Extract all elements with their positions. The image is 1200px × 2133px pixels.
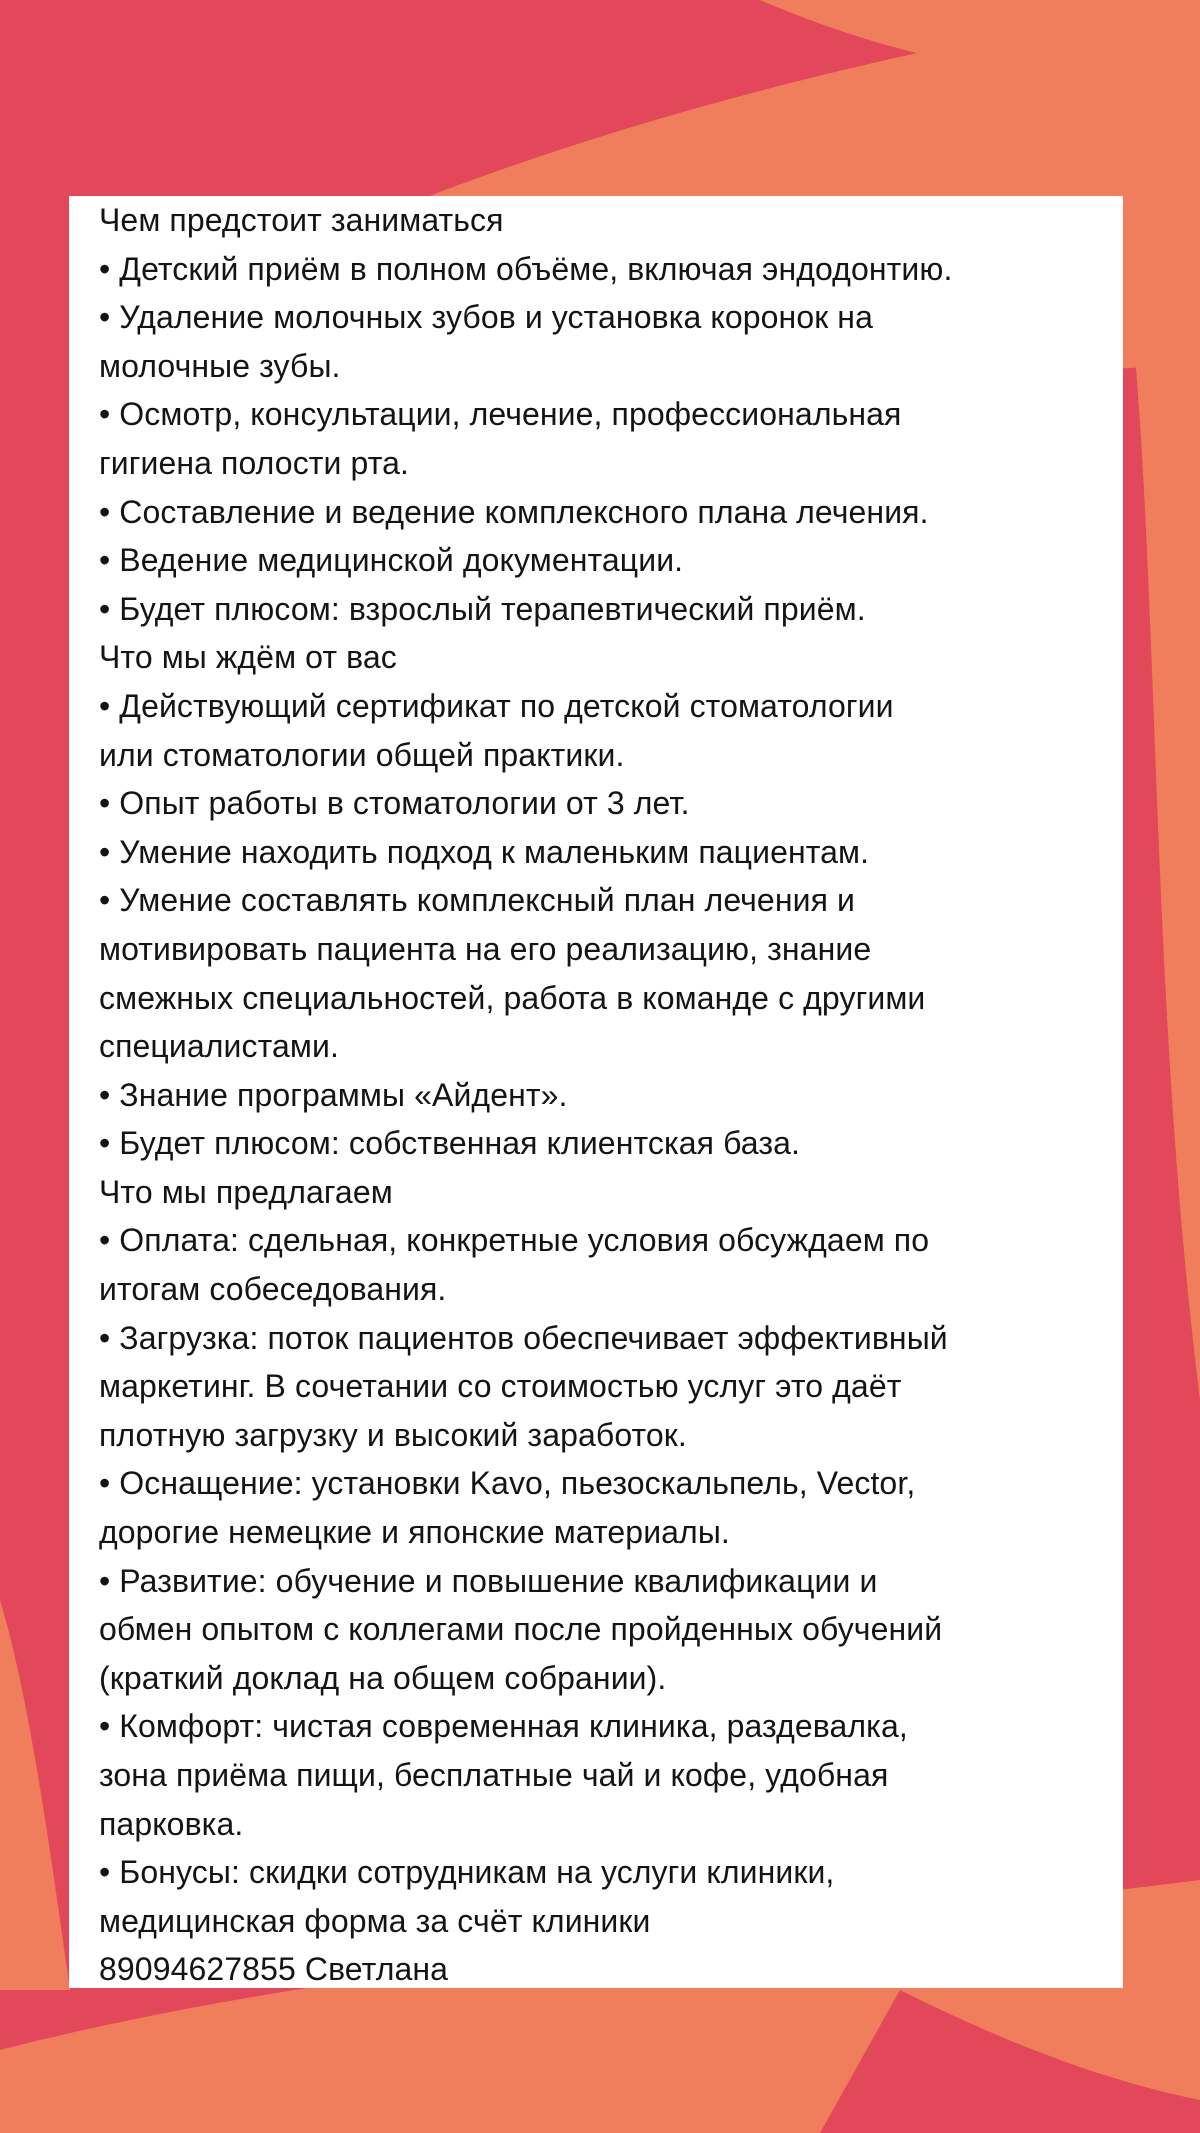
text-line: зона приёма пищи, бесплатные чай и кофе, удобная xyxy=(99,1757,889,1793)
text-line: • Умение находить подход к маленьким пациентам. xyxy=(99,833,870,870)
text-line: дорогие немецкие и японские материалы. xyxy=(99,1514,730,1551)
text-line: • Будет плюсом: собственная клиентская база. xyxy=(99,1125,800,1162)
text-line: • Знание программы «Айдент». xyxy=(99,1076,568,1113)
text-line: • Опыт работы в стоматологии от 3 лет. xyxy=(99,785,690,822)
text-line: Что мы ждём от вас xyxy=(99,639,397,676)
text-line: • Удаление молочных зубов и установка коронок на xyxy=(99,299,873,336)
text-line: • Оплата: сдельная, конкретные условия обсуждаем по xyxy=(99,1222,930,1259)
text-line: • Составление и ведение комплексного плана лечения. xyxy=(99,493,929,530)
text-line: 89094627855 Светлана xyxy=(99,1951,449,1988)
text-line: • Бонусы: скидки сотрудникам на услуги клиники, xyxy=(99,1854,835,1891)
text-line: • Загрузка: поток пациентов обеспечивает эффективный xyxy=(99,1319,948,1356)
text-line: • Осмотр, консультации, лечение, профессиональная xyxy=(99,396,902,433)
text-line: смежных специальностей, работа в команде с другими xyxy=(99,979,926,1016)
text-line: Чем предстоит заниматься xyxy=(99,202,504,238)
text-line: мотивировать пациента на его реализацию, знание xyxy=(99,930,872,967)
text-line: итогам собеседования. xyxy=(99,1271,447,1308)
text-line: Что мы предлагаем xyxy=(99,1173,393,1210)
text-line: • Детский приём в полном объёме, включая эндодонтию. xyxy=(99,250,953,287)
text-line: • Действующий сертификат по детской стоматологии xyxy=(99,687,894,724)
text-line: маркетинг. В сочетании со стоимостью услуг это даёт xyxy=(99,1368,902,1405)
text-line: • Ведение медицинской документации. xyxy=(99,542,684,579)
text-line: плотную загрузку и высокий заработок. xyxy=(99,1416,687,1453)
text-line: • Оснащение: установки Kavo, пьезоскальпель, Vector, xyxy=(99,1465,916,1502)
text-line: • Умение составлять комплексный план лечения и xyxy=(99,882,855,919)
text-line: • Комфорт: чистая современная клиника, раздевалка, xyxy=(99,1708,908,1745)
text-card xyxy=(69,196,1123,1988)
text-line: специалистами. xyxy=(99,1028,339,1065)
text-line: • Развитие: обучение и повышение квалификации и xyxy=(99,1562,878,1599)
text-line: молочные зубы. xyxy=(99,347,341,384)
text-line: • Будет плюсом: взрослый терапевтический приём. xyxy=(99,590,866,627)
text-line: обмен опытом с коллегами после пройденных обучений xyxy=(99,1611,943,1648)
text-line: парковка. xyxy=(99,1805,244,1842)
text-line: или стоматологии общей практики. xyxy=(99,736,625,773)
post-text xyxy=(99,196,1123,1994)
text-line: (краткий доклад на общем собрании). xyxy=(99,1659,667,1696)
text-line: медицинская форма за счёт клиники xyxy=(99,1902,651,1939)
text-line: гигиена полости рта. xyxy=(99,444,409,481)
